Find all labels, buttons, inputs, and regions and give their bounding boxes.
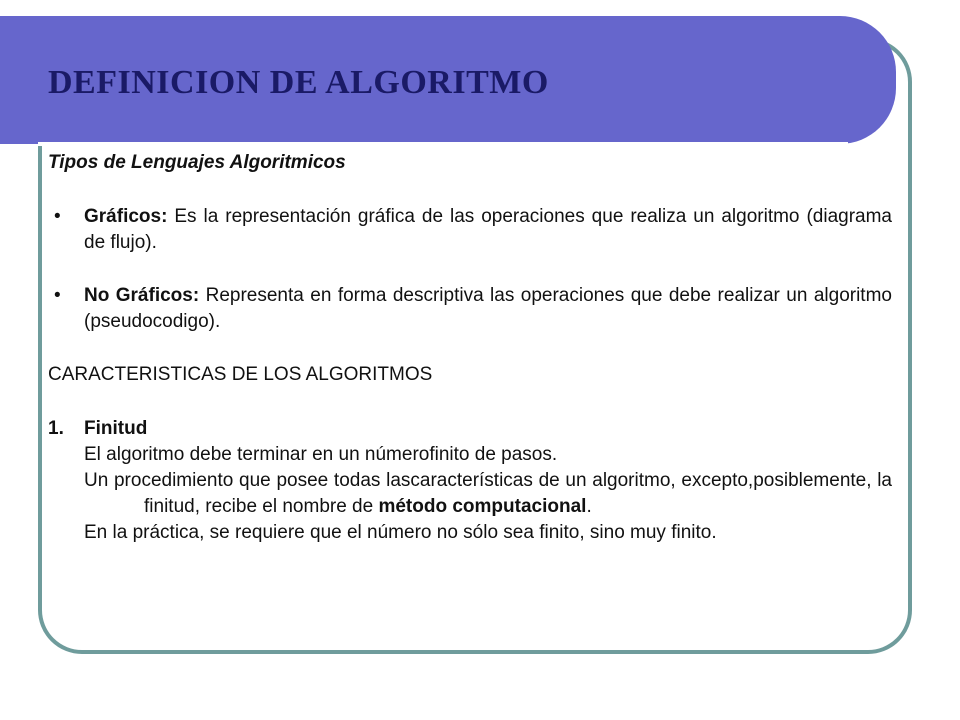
finitud-line1: El algoritmo debe terminar en un númerofinito de pasos. xyxy=(84,444,558,465)
bullet-marker: • xyxy=(54,206,61,227)
bullet-text: Es la representación gráfica de las operaciones que realiza un algoritmo (diagrama de flujo). xyxy=(84,206,892,253)
slide-content xyxy=(48,150,892,546)
finitud-paragraph2 xyxy=(48,468,892,520)
bullet-marker: • xyxy=(54,285,61,306)
item-heading: Finitud xyxy=(84,418,148,439)
para2-start: Un procedimiento que posee todas lascaracterísticas de un algoritmo, excepto,posiblemente, la finitud, recibe el nombre de xyxy=(84,470,892,517)
title-underline xyxy=(38,142,848,146)
bullet-text: Representa en forma descriptiva las operaciones que debe realizar un algoritmo (pseudocodigo). xyxy=(84,285,892,332)
bullet-graficos xyxy=(48,204,892,256)
finitud-paragraph3: En la práctica, se requiere que el número no sólo sea finito, sino muy finito. xyxy=(84,522,717,543)
section-heading: CARACTERISTICAS DE LOS ALGORITMOS xyxy=(48,364,433,385)
bullet-no-graficos xyxy=(48,283,892,335)
page-title: DEFINICION DE ALGORITMO xyxy=(48,64,549,101)
para2-end: . xyxy=(586,496,592,517)
item-finitud-heading xyxy=(48,416,892,442)
bullet-term: No Gráficos: xyxy=(84,285,200,306)
item-number: 1. xyxy=(48,418,64,439)
subtitle: Tipos de Lenguajes Algoritmicos xyxy=(48,152,346,173)
metodo-computacional: método computacional xyxy=(378,496,587,517)
title-band xyxy=(0,16,896,144)
bullet-term: Gráficos: xyxy=(84,206,168,227)
